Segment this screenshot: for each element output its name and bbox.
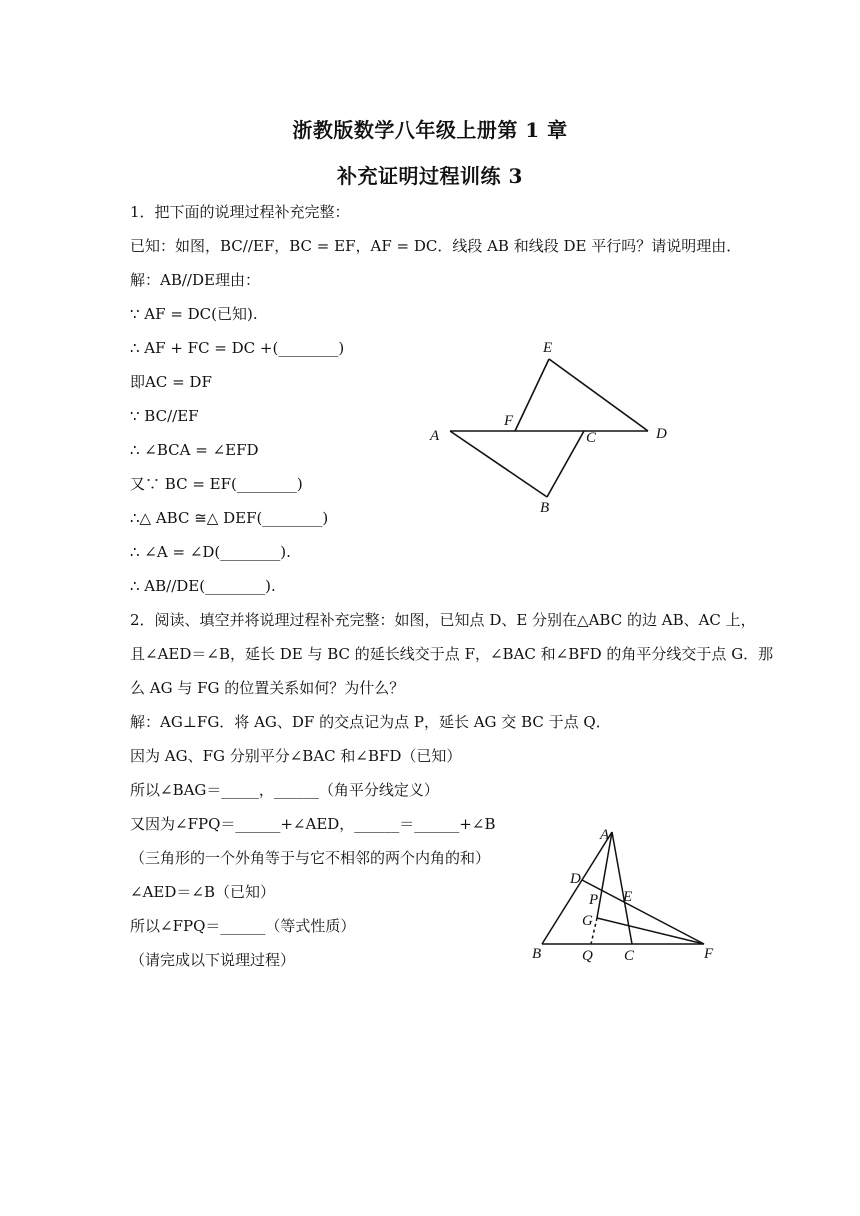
label-P: P bbox=[589, 892, 599, 908]
label-F: F bbox=[504, 413, 514, 429]
label-D: D bbox=[570, 871, 581, 887]
label-E: E bbox=[623, 889, 633, 905]
label-E: E bbox=[543, 340, 553, 356]
p2-line: ∠AED＝∠B（已知） bbox=[130, 883, 275, 901]
label-D: D bbox=[656, 426, 667, 442]
p1-line: 又∵ BC = EF(________) bbox=[130, 475, 303, 493]
p2-line: （三角形的一个外角等于与它不相邻的两个内角的和） bbox=[130, 849, 491, 867]
label-A: A bbox=[430, 428, 440, 444]
p2-line: 所以∠BAG＝_____，______（角平分线定义） bbox=[130, 781, 439, 799]
p2-line: 且∠AED＝∠B，延长 DE 与 BC 的延长线交于点 F，∠BAC 和∠BFD 的角平分线交于点 G．那 bbox=[130, 645, 774, 663]
p2-line: 解：AG⊥FG．将 AG、DF 的交点记为点 P，延长 AG 交 BC 于点 Q． bbox=[130, 713, 611, 731]
page-title: 浙教版数学八年级上册第 1 章 bbox=[292, 118, 568, 142]
p1-line: ∴ AB//DE(________). bbox=[130, 577, 276, 595]
p2-line: 2．阅读、填空并将说理过程补充完整：如图，已知点 D、E 分别在△ABC 的边 AB、AC 上， bbox=[130, 611, 756, 629]
p2-line: 所以∠FPQ＝______（等式性质） bbox=[130, 917, 356, 935]
p1-line: 1．把下面的说理过程补充完整： bbox=[130, 203, 350, 221]
label-A: A bbox=[600, 827, 610, 843]
page-subtitle: 补充证明过程训练 3 bbox=[337, 164, 523, 188]
label-C: C bbox=[624, 948, 635, 964]
label-F: F bbox=[704, 946, 714, 962]
p1-line: ∴△ ABC ≅△ DEF(________) bbox=[130, 509, 329, 527]
p1-line: ∴ ∠BCA = ∠EFD bbox=[130, 441, 259, 459]
p1-line: 即AC = DF bbox=[130, 373, 212, 391]
p2-line: 么 AG 与 FG 的位置关系如何？为什么？ bbox=[130, 679, 405, 697]
p1-line: ∵ AF = DC(已知). bbox=[130, 305, 258, 323]
triangle-figure-1 bbox=[420, 330, 680, 520]
p1-line: 解：AB//DE理由： bbox=[130, 271, 260, 289]
label-C: C bbox=[586, 430, 597, 446]
p2-line: （请完成以下说理过程） bbox=[130, 951, 296, 969]
p2-line: 又因为∠FPQ＝______+∠AED，______＝______+∠B bbox=[130, 815, 496, 833]
p1-line: ∴ AF + FC = DC +(________) bbox=[130, 339, 345, 357]
label-Q: Q bbox=[582, 948, 593, 964]
triangle-figure-2 bbox=[520, 822, 730, 970]
p1-line: ∴ ∠A = ∠D(________). bbox=[130, 543, 291, 561]
p1-line: 已知：如图，BC//EF，BC = EF，AF = DC．线段 AB 和线段 DE 平行吗？请说明理由． bbox=[130, 237, 742, 255]
label-B: B bbox=[540, 500, 550, 516]
label-G: G bbox=[582, 913, 593, 929]
p2-line: 因为 AG、FG 分别平分∠BAC 和∠BFD（已知） bbox=[130, 747, 462, 765]
p1-line: ∵ BC//EF bbox=[130, 407, 199, 425]
label-B: B bbox=[532, 946, 542, 962]
